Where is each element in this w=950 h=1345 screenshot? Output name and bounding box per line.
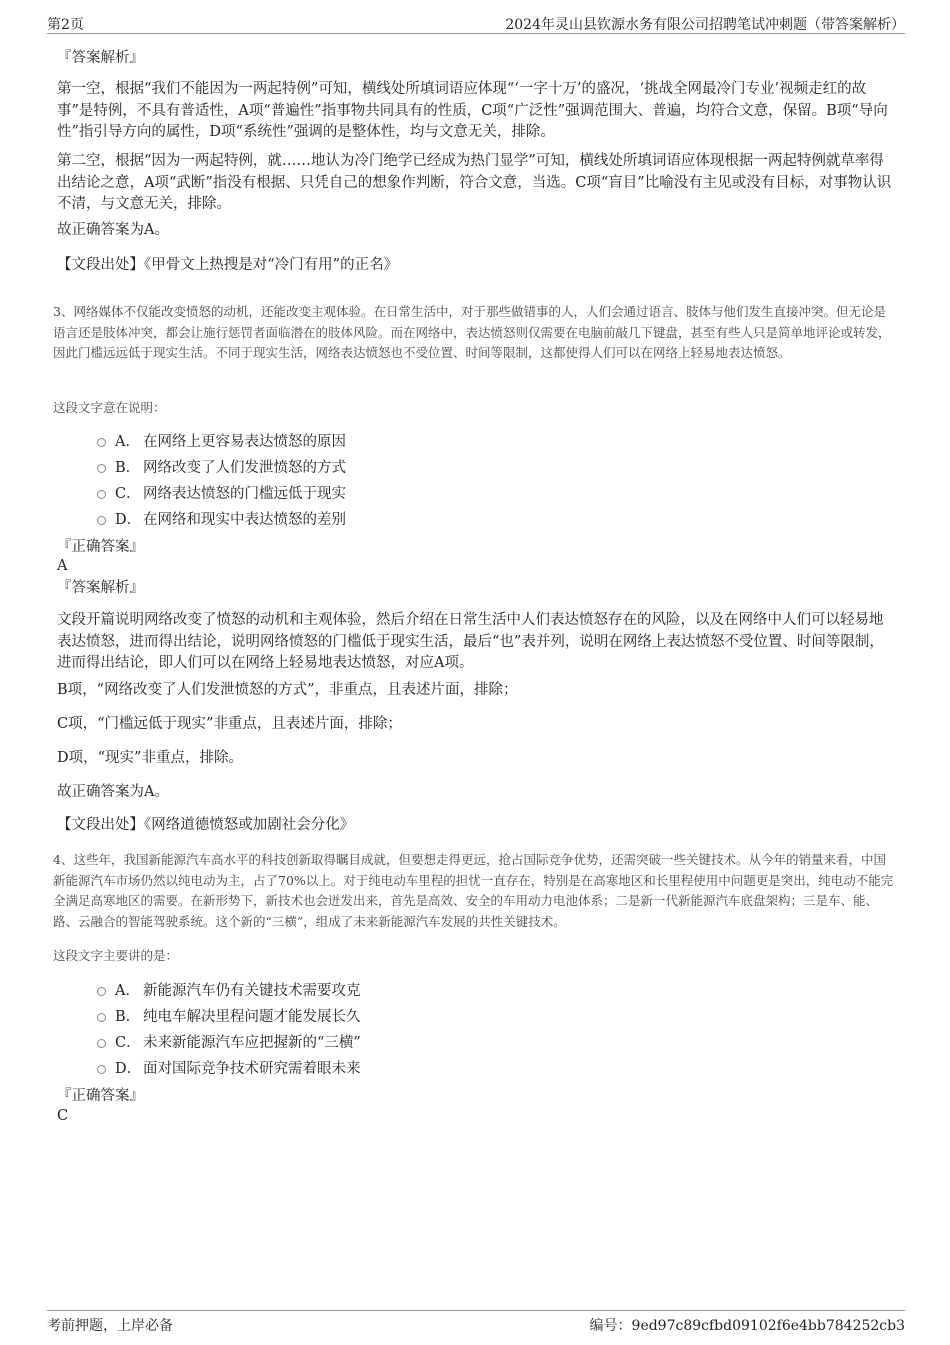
q3-option-a[interactable]: A． 在网络上更容易表达愤怒的原因: [97, 432, 346, 452]
q4-option-d[interactable]: D． 面对国际竞争技术研究需着眼未来: [97, 1059, 361, 1079]
q3-stem: 3、网络媒体不仅能改变愤怒的动机，还能改变主观体验。在日常生活中，对于那些做错事的人，人们会通过语言、肢体与他们发生直接冲突。但无论是语言还是肢体冲突，都会让施行惩罚者面临潜在的肢体风险。而在网络中，表达愤怒则仅需要在电脑前敲几下键盘，甚至有些人只是简单地评论或转发，因此门槛远远低于现实生活。不同于现实生活，网络表达愤怒也不受位置、时间等限制，这都使得人们可以在网络上轻易地表达愤怒。: [53, 304, 891, 360]
radio-icon[interactable]: [97, 490, 106, 499]
footer-slogan: 考前押题，上岸必备: [47, 1318, 173, 1334]
radio-icon[interactable]: [97, 464, 106, 473]
footer-serial: 编号：9ed97c89cfbd09102f6e4bb784252cb3: [589, 1318, 905, 1334]
q4-option-a[interactable]: A． 新能源汽车仍有关键技术需要攻克: [97, 981, 361, 1001]
q3-prompt: 这段文字意在说明：: [53, 400, 166, 415]
q4-stem: 4、这些年，我国新能源汽车高水平的科技创新取得瞩目成就，但要想走得更远，抢占国际竞争优势，还需突破一些关键技术。从今年的销量来看，中国新能源汽车市场仍然以纯电动为主，占了70%以上。对于纯电动车里程的担忧一直存在，特别是在高寒地区和长里程使用中问题更是突出，纯电动不能完全满足高寒地区的需要。在新形势下，新技术也会迸发出来，首先是高效、安全的车用动力电池体系；二是新一代新能源汽车底盘架构；三是车、能、路、云融合的智能驾驶系统。这个新的“三横”，组成了未来新能源汽车发展的共性关键技术。: [53, 852, 894, 929]
q3-option-d[interactable]: D． 在网络和现实中表达愤怒的差别: [97, 510, 346, 530]
q2-analysis-para2: 第二空，根据“因为一两起特例，就……地认为冷门绝学已经成为热门显学”可知，横线处所填词语应体现根据一两起特例就草率得出结论之意，A项“武断”指没有根据、只凭自己的想象作判断，符合文意，当选。C项“盲目”比喻没有主见或没有目标，对事物认识不清，与文意无关，排除。: [57, 153, 892, 212]
radio-icon[interactable]: [97, 1039, 106, 1048]
radio-icon[interactable]: [97, 1013, 106, 1022]
q4-answer-label: 『正确答案』: [57, 1088, 144, 1104]
document-title: 2024年灵山县钦源水务有限公司招聘笔试冲刺题（带答案解析）: [505, 17, 905, 33]
q4-option-b[interactable]: B． 纯电车解决里程问题才能发展长久: [97, 1007, 361, 1027]
q2-analysis-label: 『答案解析』: [57, 50, 144, 66]
q3-analysis-label: 『答案解析』: [57, 580, 144, 596]
q3-analysis-para1: 文段开篇说明网络改变了愤怒的动机和主观体验，然后介绍在日常生活中人们表达愤怒存在的风险，以及在网络中人们可以轻易地表达愤怒，进而得出结论，说明网络愤怒的门槛低于现实生活，最后“也”表并列，说明在网络上表达愤怒不受位置、时间等限制，进而得出结论，即人们可以在网络上轻易地表达愤怒，对应A项。: [57, 612, 884, 671]
q3-option-b[interactable]: B． 网络改变了人们发泄愤怒的方式: [97, 458, 346, 478]
q3-answer: A: [57, 558, 68, 574]
page-number: 第2页: [47, 17, 84, 33]
q2-conclusion: 故正确答案为A。: [57, 222, 169, 238]
q3-answer-label: 『正确答案』: [57, 539, 144, 555]
radio-icon[interactable]: [97, 438, 106, 447]
q3-source: 【文段出处】《网络道德愤怒或加剧社会分化》: [57, 817, 355, 833]
q3-analysis-d: D项，“现实”非重点，排除。: [57, 750, 243, 766]
q2-analysis-para1: 第一空，根据“我们不能因为一两起特例”可知，横线处所填词语应体现“‘一字十万’的盛况，‘挑战全网最冷门专业’视频走红的故事”是特例，不具有普适性，A项“普遍性”指事物共同具有的性质，C项“广泛性”强调范围大、普遍，均符合文意，保留。B项“导向性”指引导方向的属性，D项“系统性”强调的是整体性，均与文意无关，排除。: [57, 81, 888, 140]
q4-prompt: 这段文字主要讲的是：: [53, 948, 179, 963]
page-header: [47, 12, 905, 34]
radio-icon[interactable]: [97, 987, 106, 996]
page-footer: [47, 1310, 905, 1332]
q3-analysis-c: C项，“门槛远低于现实”非重点，且表述片面，排除；: [57, 716, 402, 732]
q3-option-c[interactable]: C． 网络表达愤怒的门槛远低于现实: [97, 484, 346, 504]
q3-conclusion: 故正确答案为A。: [57, 784, 169, 800]
q4-answer: C: [57, 1108, 69, 1124]
q2-source: 【文段出处】《甲骨文上热搜是对“冷门有用”的正名》: [57, 257, 399, 273]
radio-icon[interactable]: [97, 516, 106, 525]
q4-option-c[interactable]: C． 未来新能源汽车应把握新的“三横”: [97, 1033, 361, 1053]
q3-analysis-b: B项，“网络改变了人们发泄愤怒的方式”，非重点，且表述片面，排除；: [57, 682, 518, 698]
radio-icon[interactable]: [97, 1065, 106, 1074]
